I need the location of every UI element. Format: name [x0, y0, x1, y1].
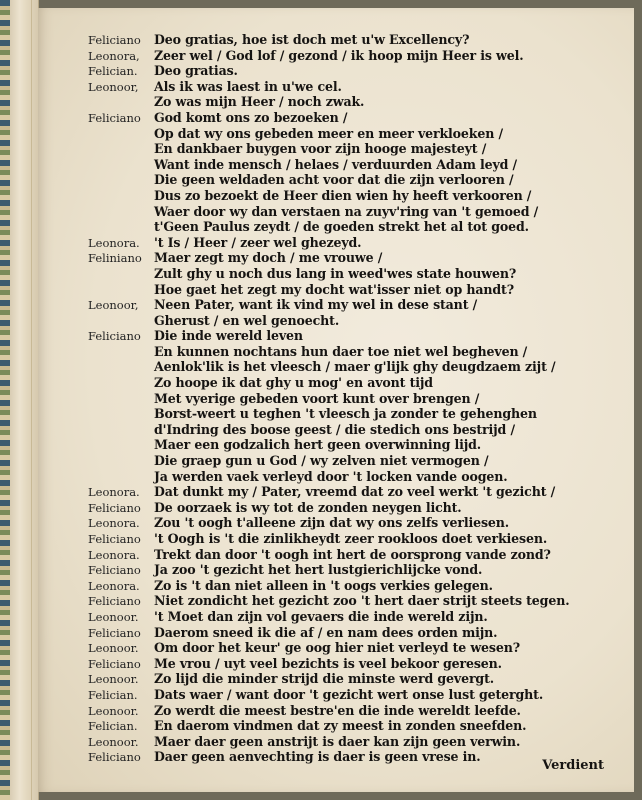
verse-text: Dus zo bezoekt de Heer dien wien hy heeft verkooren / [154, 187, 532, 203]
verse-text: De oorzaek is wy tot de zonden neygen licht. [154, 499, 462, 515]
speaker-name: Felician. [88, 64, 138, 79]
verse-text: Waer door wy dan verstaen na zuyv'ring van 't gemoed / [154, 203, 539, 219]
speaker-name: Feliciano [88, 500, 141, 515]
dialogue-line [88, 593, 598, 609]
verse-text: d'Indring des boose geest / die stedich ons bestrijd / [154, 421, 515, 437]
dialogue-line [88, 375, 598, 391]
verse-text: t'Geen Paulus zeydt / de goeden strekt het al tot goed. [154, 219, 529, 235]
verse-text: Gherust / en wel genoecht. [154, 312, 340, 328]
speaker-name: Leonoor. [88, 672, 139, 687]
speaker-name: Leonoor. [88, 703, 139, 718]
speaker-name: Leonora, [88, 48, 140, 63]
verse-text: Zo hoope ik dat ghy u mog' en avont tijd [154, 375, 433, 391]
speaker-name: Leonora. [88, 485, 140, 500]
dialogue-text [88, 32, 598, 765]
dialogue-line [88, 110, 598, 126]
verse-text: Maer een godzalich hert geen overwinning lijd. [154, 437, 482, 453]
verse-text: Deo gratias. [154, 63, 238, 79]
verse-text: Maer daer geen anstrijt is daer kan zijn geen verwin. [154, 733, 521, 749]
dialogue-line [88, 718, 598, 734]
dialogue-line [88, 625, 598, 641]
verse-text: Dat dunkt my / Pater, vreemd dat zo veel werkt 't gezicht / [154, 484, 556, 500]
speaker-name: Feliniano [88, 251, 142, 266]
verse-text: En dankbaer buygen voor zijn hooge majesteyt / [154, 141, 487, 157]
dialogue-line [88, 48, 598, 64]
dialogue-line [88, 531, 598, 547]
verse-text: Met vyerige gebeden voort kunt over brengen / [154, 390, 480, 406]
verse-text: Zo is 't dan niet alleen in 't oogs verkies gelegen. [154, 577, 493, 593]
verse-text: Deo gratias, hoe ist doch met u'w Excellency? [154, 32, 470, 47]
dialogue-line [88, 328, 598, 344]
dialogue-line [88, 188, 598, 204]
speaker-name: Leonoor. [88, 609, 139, 624]
speaker-name: Leonora. [88, 578, 140, 593]
verse-text: Ja werden vaek verleyd door 't locken vande oogen. [154, 468, 508, 484]
speaker-name: Feliciano [88, 33, 141, 47]
verse-text: Daer geen aenvechting is daer is geen vrese in. [154, 749, 481, 765]
dialogue-line [88, 219, 598, 235]
dialogue-line [88, 126, 598, 142]
book-page [38, 8, 634, 792]
catchword: Verdient [542, 758, 604, 773]
dialogue-line [88, 313, 598, 329]
dialogue-line [88, 235, 598, 251]
dialogue-line [88, 671, 598, 687]
dialogue-line [88, 453, 598, 469]
verse-text: Zo werdt die meest bestre'en die inde wereldt leefde. [154, 702, 521, 718]
dialogue-line [88, 687, 598, 703]
verse-text: 't Moet dan zijn vol gevaers die inde wereld zijn. [154, 608, 488, 624]
speaker-name: Feliciano [88, 110, 141, 125]
verse-text: Ja zoo 't gezicht het hert lustgierichlijcke vond. [154, 562, 483, 578]
dialogue-line [88, 250, 598, 266]
speaker-name: Feliciano [88, 750, 141, 765]
verse-text: Neen Pater, want ik vind my wel in dese stant / [154, 297, 478, 313]
verse-text: Maer zegt my doch / me vrouwe / [154, 250, 383, 266]
verse-text: Borst-weert u teghen 't vleesch ja zonder te gehenghen [154, 406, 537, 422]
speaker-name: Felician. [88, 687, 138, 702]
verse-text: Die inde wereld leven [154, 328, 303, 344]
dialogue-line [88, 734, 598, 750]
dialogue-line [88, 547, 598, 563]
verse-text: Op dat wy ons gebeden meer en meer verkloeken / [154, 125, 503, 141]
dialogue-line [88, 609, 598, 625]
verse-text: Om door het keur' ge oog hier niet verleyd te wesen? [154, 640, 520, 656]
dialogue-line [88, 749, 598, 765]
dialogue-line [88, 141, 598, 157]
dialogue-line [88, 469, 598, 485]
verse-text: Want inde mensch / helaes / verduurden Adam leyd / [154, 156, 518, 172]
dialogue-line [88, 157, 598, 173]
dialogue-line [88, 391, 598, 407]
speaker-name: Leonora. [88, 547, 140, 562]
speaker-name: Leonora. [88, 235, 140, 250]
speaker-name: Leonoor. [88, 641, 139, 656]
dialogue-line [88, 437, 598, 453]
book-binding [0, 0, 10, 800]
verse-text: Dats waer / want door 't gezicht wert onse lust geterght. [154, 686, 544, 702]
dialogue-line [88, 422, 598, 438]
dialogue-line [88, 79, 598, 95]
verse-text: 't Oogh is 't die zinlikheydt zeer rookloos doet verkiesen. [154, 531, 548, 546]
dialogue-line [88, 640, 598, 656]
dialogue-line [88, 500, 598, 516]
speaker-name: Leonoor, [88, 79, 139, 94]
dialogue-line [88, 297, 598, 313]
dialogue-line [88, 204, 598, 220]
verse-text: Die graep gun u God / wy zelven niet vermogen / [154, 453, 489, 469]
speaker-name: Feliciano [88, 532, 141, 546]
verse-text: En kunnen nochtans hun daer toe niet wel begheven / [154, 343, 528, 359]
dialogue-line [88, 172, 598, 188]
dialogue-line [88, 578, 598, 594]
verse-text: Zou 't oogh t'alleene zijn dat wy ons zelfs verliesen. [154, 515, 510, 531]
dialogue-line [88, 484, 598, 500]
dialogue-line [88, 703, 598, 719]
dialogue-line [88, 282, 598, 298]
verse-text: Aenlok'lik is het vleesch / maer g'lijk ghy deugdzaem zijt / [154, 359, 556, 375]
dialogue-line [88, 94, 598, 110]
speaker-name: Feliciano [88, 329, 141, 344]
verse-text: Die geen weldaden acht voor dat die zijn verlooren / [154, 172, 514, 188]
verse-text: Zeer wel / God lof / gezond / ik hoop mijn Heer is wel. [154, 47, 524, 63]
speaker-name: Felician. [88, 719, 138, 734]
verse-text: God komt ons zo bezoeken / [154, 109, 348, 125]
dialogue-line [88, 515, 598, 531]
verse-text: Zo lijd die minder strijd die minste werd gevergt. [154, 671, 494, 687]
verse-text: Niet zondicht het gezicht zoo 't hert daer strijt steets tegen. [154, 593, 570, 609]
speaker-name: Feliciano [88, 563, 141, 578]
speaker-name: Feliciano [88, 594, 141, 609]
speaker-name: Leonoor, [88, 298, 139, 313]
dialogue-line [88, 344, 598, 360]
dialogue-line [88, 32, 598, 48]
verse-text: Hoe gaet het zegt my docht wat'isser niet op handt? [154, 281, 514, 297]
dialogue-line [88, 406, 598, 422]
speaker-name: Leonoor. [88, 734, 139, 749]
verse-text: Zult ghy u noch dus lang in weed'wes state houwen? [154, 265, 517, 281]
dialogue-line [88, 266, 598, 282]
dialogue-line [88, 562, 598, 578]
verse-text: Daerom sneed ik die af / en nam dees orden mijn. [154, 624, 498, 640]
verse-text: Me vrou / uyt veel bezichts is veel bekoor geresen. [154, 655, 502, 671]
verse-text: 't Is / Heer / zeer wel ghezeyd. [154, 234, 362, 250]
verse-text: Zo was mijn Heer / noch zwak. [154, 94, 365, 110]
verse-text: En daerom vindmen dat zy meest in zonden sneefden. [154, 718, 527, 734]
dialogue-line [88, 359, 598, 375]
page-edge [10, 0, 39, 800]
verse-text: Trekt dan door 't oogh int hert de oorsprong vande zond? [154, 546, 551, 562]
dialogue-line [88, 63, 598, 79]
speaker-name: Feliciano [88, 656, 141, 671]
verse-text: Als ik was laest in u'we cel. [154, 78, 342, 94]
speaker-name: Leonora. [88, 516, 140, 531]
dialogue-line [88, 656, 598, 672]
speaker-name: Feliciano [88, 625, 141, 640]
